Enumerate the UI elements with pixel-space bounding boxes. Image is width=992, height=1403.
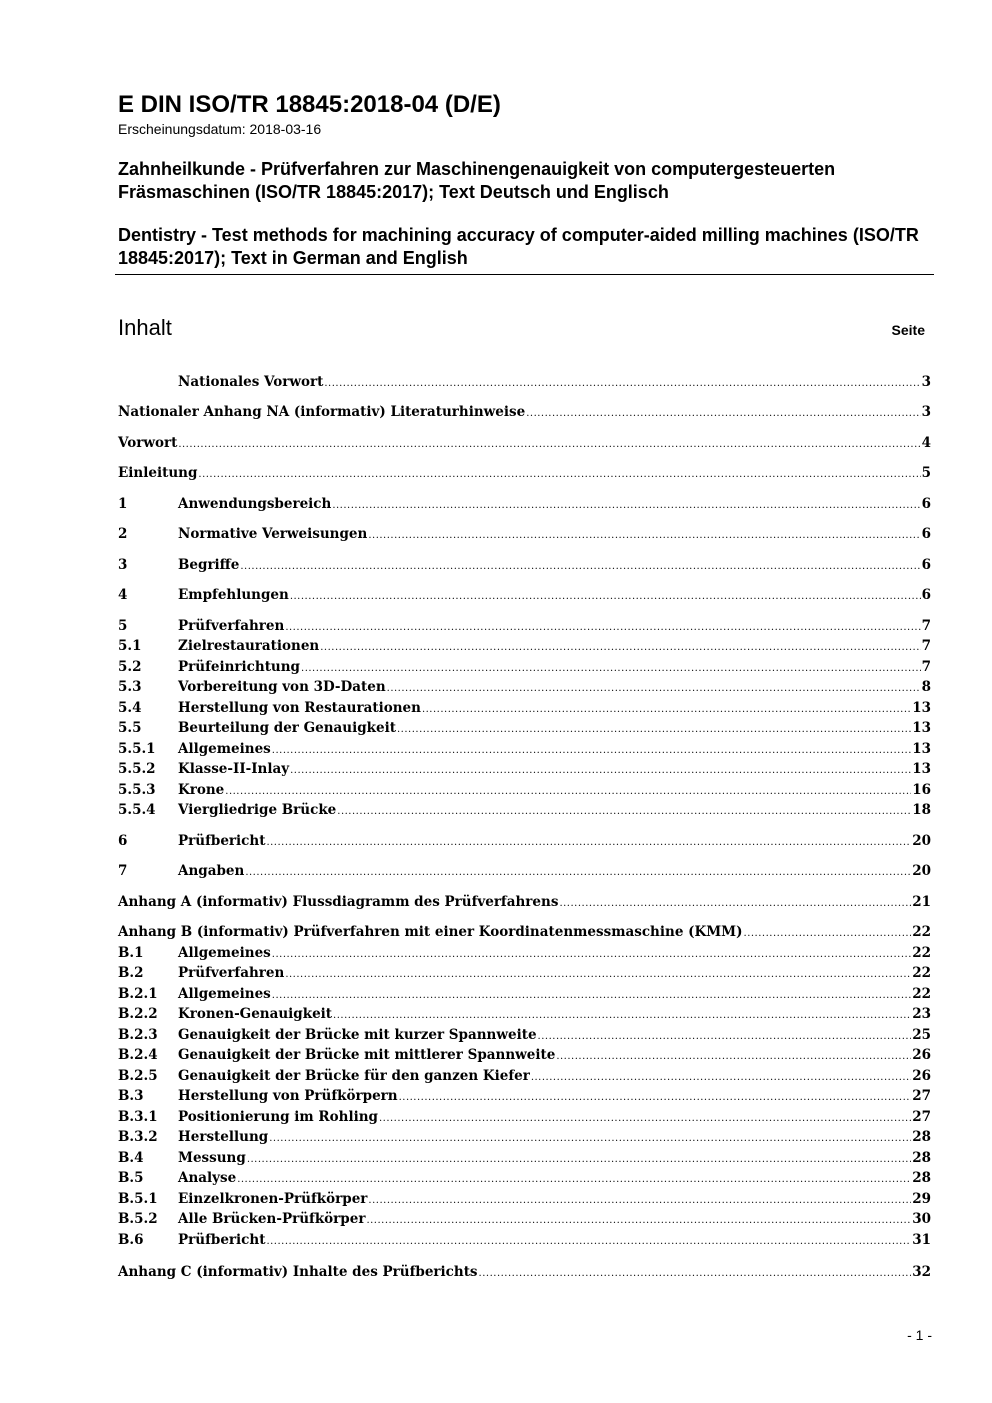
- toc-entry[interactable]: [118, 1025, 931, 1045]
- toc-entry-page: 13: [912, 741, 931, 757]
- toc-entry-number: 5.2: [118, 659, 142, 675]
- toc-entry-title: Herstellung von Prüfkörpern: [178, 1088, 398, 1104]
- document-header: [118, 90, 933, 270]
- toc-leader-dots: [272, 986, 911, 1006]
- toc-entry[interactable]: [118, 984, 931, 1004]
- toc-entry-title: Viergliedrige Brücke: [178, 802, 337, 818]
- toc-leader-dots: [333, 1006, 911, 1026]
- toc-entry[interactable]: [118, 1230, 931, 1250]
- toc-entry-page: 3: [921, 374, 931, 390]
- toc-leader-dots: [290, 587, 921, 607]
- toc-leader-dots: [379, 1109, 911, 1129]
- toc-entry-title: Positionierung im Rohling: [178, 1109, 378, 1125]
- toc-entry-page: 21: [912, 894, 931, 910]
- toc-entry-page: 27: [912, 1088, 931, 1104]
- toc-entry-page: 4: [921, 435, 931, 451]
- toc-entry[interactable]: [118, 1045, 931, 1065]
- toc-entry-page: 8: [921, 679, 931, 695]
- toc-entry-page: 13: [912, 761, 931, 777]
- toc-leader-dots: [245, 863, 911, 883]
- toc-leader-dots: [366, 1211, 911, 1231]
- toc-entry-number: 5.5.3: [118, 782, 156, 798]
- toc-entry-page: 22: [912, 986, 931, 1002]
- toc-entry-title: Analyse: [178, 1170, 237, 1186]
- toc-entry[interactable]: [118, 1004, 931, 1024]
- toc-entry-number: B.3.1: [118, 1109, 158, 1125]
- toc-entry-number: B.2.1: [118, 986, 158, 1002]
- toc-entry-title: Kronen-Genauigkeit: [178, 1006, 333, 1022]
- toc-entry-number: B.5: [118, 1170, 144, 1186]
- toc-entry-title: Einzelkronen-Prüfkörper: [178, 1191, 368, 1207]
- toc-entry[interactable]: [118, 1262, 931, 1282]
- toc-entry-title: Genauigkeit der Brücke für den ganzen Kiefer: [178, 1068, 530, 1084]
- toc-entry[interactable]: [118, 698, 931, 718]
- toc-entry-title: Anhang C (informativ) Inhalte des Prüfberichts: [118, 1264, 478, 1280]
- toc-entry-number: 4: [118, 587, 128, 603]
- toc-entry-page: 28: [912, 1129, 931, 1145]
- toc-entry-page: 26: [912, 1047, 931, 1063]
- toc-page-column-label: Seite: [891, 322, 925, 338]
- toc-entry[interactable]: [118, 1209, 931, 1229]
- toc-entry-page: 32: [912, 1264, 931, 1280]
- toc-heading: Inhalt: [118, 315, 172, 340]
- toc-entry-page: 6: [921, 587, 931, 603]
- toc-entry-number: B.2: [118, 965, 144, 981]
- toc-entry-page: 22: [912, 945, 931, 961]
- toc-entry-title: Prüfbericht: [178, 1232, 266, 1248]
- toc-entry-number: B.6: [118, 1232, 144, 1248]
- toc-entry[interactable]: [118, 861, 931, 881]
- toc-entry-page: 20: [912, 833, 931, 849]
- toc-leader-dots: [290, 761, 911, 781]
- toc-entry[interactable]: [118, 800, 931, 820]
- toc-entry-page: 23: [912, 1006, 931, 1022]
- toc-entry-number: 5.5.4: [118, 802, 156, 818]
- toc-entry-title: Empfehlungen: [178, 587, 289, 603]
- document-id: E DIN ISO/TR 18845:2018-04 (D/E): [118, 91, 501, 118]
- toc-entry[interactable]: [118, 433, 931, 453]
- toc-entry-number: 5.4: [118, 700, 142, 716]
- toc-entry-number: B.4: [118, 1150, 144, 1166]
- toc-entry[interactable]: [118, 1168, 931, 1188]
- toc-leader-dots: [198, 465, 920, 485]
- toc-entry[interactable]: [118, 402, 931, 422]
- toc-entry[interactable]: [118, 524, 931, 544]
- toc-entry-title: Messung: [178, 1150, 246, 1166]
- toc-entry-title: Allgemeines: [178, 945, 271, 961]
- toc-leader-dots: [744, 924, 912, 944]
- toc-entry[interactable]: [118, 616, 931, 636]
- toc-entry-number: B.3.2: [118, 1129, 158, 1145]
- toc-entry-number: 5.5.2: [118, 761, 156, 777]
- toc-entry-number: 5.3: [118, 679, 142, 695]
- toc-entry-title: Genauigkeit der Brücke mit mittlerer Spannweite: [178, 1047, 556, 1063]
- toc-entry[interactable]: [118, 555, 931, 575]
- header-divider: [115, 274, 934, 275]
- toc-leader-dots: [368, 526, 920, 546]
- toc-entry-page: 5: [921, 465, 931, 481]
- toc-entry[interactable]: [118, 831, 931, 851]
- toc-entry-number: 1: [118, 496, 128, 512]
- toc-leader-dots: [272, 741, 911, 761]
- toc-leader-dots: [237, 1170, 911, 1190]
- toc-entry-title: Nationaler Anhang NA (informativ) Literaturhinweise: [118, 404, 526, 420]
- toc-leader-dots: [320, 638, 920, 658]
- toc-leader-dots: [422, 700, 911, 720]
- toc-entry-number: 5.1: [118, 638, 142, 654]
- toc-entry-title: Beurteilung der Genauigkeit: [178, 720, 396, 736]
- toc-entry-title: Klasse-II-Inlay: [178, 761, 290, 777]
- toc-entry-number: 6: [118, 833, 128, 849]
- toc-entry-page: 29: [912, 1191, 931, 1207]
- toc-entry-page: 22: [912, 965, 931, 981]
- toc-entry-page: 3: [921, 404, 931, 420]
- toc-entry-page: 30: [912, 1211, 931, 1227]
- toc-entry-title: Prüfeinrichtung: [178, 659, 301, 675]
- toc-entry[interactable]: [118, 1107, 931, 1127]
- toc-leader-dots: [301, 659, 921, 679]
- toc-entry-page: 18: [912, 802, 931, 818]
- toc-entry[interactable]: [118, 585, 931, 605]
- toc-entry-page: 6: [921, 496, 931, 512]
- toc-entry[interactable]: [118, 1148, 931, 1168]
- toc-entry-title: Begriffe: [178, 557, 240, 573]
- toc-entry-page: 25: [912, 1027, 931, 1043]
- toc-entry[interactable]: [118, 963, 931, 983]
- toc-entry[interactable]: [118, 892, 931, 912]
- toc-entry-page: 13: [912, 700, 931, 716]
- toc-entry-title: Anhang B (informativ) Prüfverfahren mit einer Koordinatenmessmaschine (KMM): [118, 924, 743, 940]
- toc-leader-dots: [368, 1191, 911, 1211]
- toc-entry-page: 22: [912, 924, 931, 940]
- toc-entry[interactable]: [118, 657, 931, 677]
- toc-leader-dots: [272, 945, 911, 965]
- toc-entry-number: 5.5: [118, 720, 142, 736]
- toc-entry-title: Allgemeines: [178, 986, 271, 1002]
- toc-leader-dots: [266, 1232, 911, 1252]
- toc-entry[interactable]: [118, 922, 931, 942]
- toc-leader-dots: [324, 374, 920, 394]
- toc-leader-dots: [332, 496, 920, 516]
- toc-entry-title: Krone: [178, 782, 225, 798]
- toc-entry[interactable]: [118, 943, 931, 963]
- toc-entry-title: Anwendungsbereich: [178, 496, 332, 512]
- toc-entry-number: B.2.4: [118, 1047, 158, 1063]
- title-english: Dentistry - Test methods for machining accuracy of computer-aided milling machines (ISO/TR 18845:2017); Text in German and English: [118, 225, 919, 268]
- toc-leader-dots: [538, 1027, 912, 1047]
- toc-entry-number: B.2.5: [118, 1068, 158, 1084]
- toc-entry-title: Angaben: [178, 863, 245, 879]
- toc-leader-dots: [479, 1264, 912, 1284]
- toc-entry-page: 6: [921, 557, 931, 573]
- toc-entry-page: 7: [921, 618, 931, 634]
- toc-leader-dots: [387, 679, 921, 699]
- toc-entry-page: 16: [912, 782, 931, 798]
- toc-entry[interactable]: [118, 494, 931, 514]
- toc-entry-title: Normative Verweisungen: [178, 526, 368, 542]
- toc-entry[interactable]: [118, 1127, 931, 1147]
- toc-entry-title: Herstellung: [178, 1129, 269, 1145]
- toc-entry[interactable]: [118, 1086, 931, 1106]
- toc-entry-number: B.5.1: [118, 1191, 158, 1207]
- toc-leader-dots: [266, 833, 911, 853]
- toc-leader-dots: [337, 802, 911, 822]
- toc-entry[interactable]: [118, 1066, 931, 1086]
- toc-entry[interactable]: [118, 463, 931, 483]
- toc-entry-title: Nationales Vorwort: [178, 374, 324, 390]
- toc-entry-number: 5: [118, 618, 128, 634]
- toc-entry-page: 6: [921, 526, 931, 542]
- toc-entry-page: 13: [912, 720, 931, 736]
- toc-entry-title: Allgemeines: [178, 741, 271, 757]
- toc-entry-title: Prüfbericht: [178, 833, 266, 849]
- toc-entry-number: 2: [118, 526, 128, 542]
- toc-leader-dots: [178, 435, 920, 455]
- toc-leader-dots: [269, 1129, 911, 1149]
- toc-entry-title: Anhang A (informativ) Flussdiagramm des Prüfverfahrens: [118, 894, 559, 910]
- toc-entry-number: B.2.3: [118, 1027, 158, 1043]
- toc-entry-page: 26: [912, 1068, 931, 1084]
- toc-entry-number: B.1: [118, 945, 144, 961]
- toc-entry[interactable]: [118, 372, 931, 392]
- toc-entry[interactable]: [118, 636, 931, 656]
- toc-entry-page: 20: [912, 863, 931, 879]
- publication-date: Erscheinungsdatum: 2018-03-16: [118, 121, 322, 137]
- toc-entry-title: Genauigkeit der Brücke mit kurzer Spannweite: [178, 1027, 537, 1043]
- toc-leader-dots: [247, 1150, 911, 1170]
- toc-entry-number: 3: [118, 557, 128, 573]
- toc-entry-page: 27: [912, 1109, 931, 1125]
- toc-entry[interactable]: [118, 739, 931, 759]
- toc-entry-number: 5.5.1: [118, 741, 156, 757]
- toc-leader-dots: [285, 965, 911, 985]
- toc-leader-dots: [559, 894, 911, 914]
- toc-entry-page: 28: [912, 1150, 931, 1166]
- toc-leader-dots: [225, 782, 911, 802]
- toc-entry[interactable]: [118, 718, 931, 738]
- toc-entry-page: 7: [921, 659, 931, 675]
- toc-leader-dots: [531, 1068, 911, 1088]
- toc-entry-page: 28: [912, 1170, 931, 1186]
- title-german: Zahnheilkunde - Prüfverfahren zur Maschinengenauigkeit von computergesteuerten Fräsmaschinen (ISO/TR 18845:2017); Text Deutsch und Englisch: [118, 159, 836, 202]
- toc-entry[interactable]: [118, 759, 931, 779]
- toc-entry-number: B.3: [118, 1088, 144, 1104]
- toc-entry-number: B.2.2: [118, 1006, 158, 1022]
- toc-leader-dots: [285, 618, 920, 638]
- toc-entry-title: Prüfverfahren: [178, 618, 285, 634]
- toc-entry[interactable]: [118, 1189, 931, 1209]
- toc-entry-title: Herstellung von Restaurationen: [178, 700, 421, 716]
- toc-leader-dots: [556, 1047, 911, 1067]
- toc-entry-page: 7: [921, 638, 931, 654]
- toc-entry[interactable]: [118, 780, 931, 800]
- toc-entry-title: Zielrestaurationen: [178, 638, 320, 654]
- toc-leader-dots: [399, 1088, 912, 1108]
- toc-entry-number: B.5.2: [118, 1211, 158, 1227]
- toc-entry-page: 31: [912, 1232, 931, 1248]
- toc-entry-title: Prüfverfahren: [178, 965, 285, 981]
- toc-entry-title: Alle Brücken-Prüfkörper: [178, 1211, 366, 1227]
- toc-leader-dots: [526, 404, 920, 424]
- toc-leader-dots: [397, 720, 911, 740]
- toc-leader-dots: [240, 557, 920, 577]
- toc-entry-title: Vorwort: [118, 435, 178, 451]
- page-number: - 1 -: [907, 1327, 932, 1343]
- toc-entry-number: 7: [118, 863, 128, 879]
- toc-entry-title: Vorbereitung von 3D-Daten: [178, 679, 386, 695]
- toc-entry-title: Einleitung: [118, 465, 198, 481]
- toc-entry[interactable]: [118, 677, 931, 697]
